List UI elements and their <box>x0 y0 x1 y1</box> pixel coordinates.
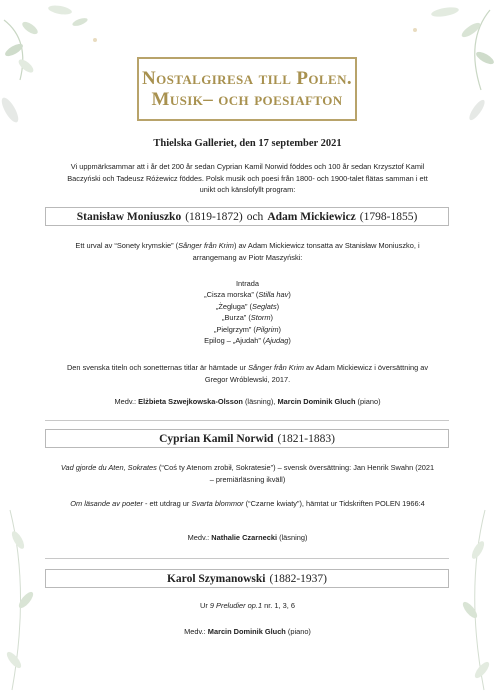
translation-note: Den svenska titeln och sonetternas titlar är hämtade ur Sånger från Krim av Adam Mickiewicz i översättning av Gregor Wróblewski, 2017. <box>66 363 429 384</box>
leaf-decoration-bottom-right <box>440 500 495 700</box>
program-item: „Cisza morska” (Stilla hav) <box>204 290 291 300</box>
program-item: „Pielgrzym” (Pilgrim) <box>214 324 281 334</box>
section-heading-norwid <box>45 429 449 448</box>
program-item: Epilog – „Ajudah” (Ajudag) <box>204 336 291 346</box>
intro-paragraph: Vi uppmärksammar att i år det 200 år sedan Cyprian Kamil Norwid föddes och 100 år sedan Krzysztof Kamil Baczyński och Tadeusz Różewicz föddes. Polsk musik och poesi från 1800- och 1900-talet flätas samman i ett unikt och känslofyllt program: <box>67 162 428 195</box>
composer-name: Karol Szymanowski <box>166 572 266 585</box>
title-line-1: Nostalgiresa till Polen. <box>141 68 353 89</box>
poet-dates: (1798-1855) <box>359 210 418 223</box>
performers-line: Medv.: Nathalie Czarnecki (läsning) <box>187 533 308 542</box>
program-item: Intrada <box>235 279 259 288</box>
divider <box>45 420 449 421</box>
performers-line: Medv.: Marcin Dominik Gluch (piano) <box>184 627 311 636</box>
leaf-decoration-top-right <box>385 0 495 140</box>
section-heading-moniuszko-mickiewicz <box>45 207 449 226</box>
composer-dates: (1819-1872) <box>185 210 243 223</box>
leaf-decoration-bottom-left <box>0 500 60 700</box>
norwid-item-2: Om läsande av poeter - ett utdrag ur Svarta blommor (“Czarne kwiaty”), hämtat ur Tidskriften POLEN 1966:4 <box>70 499 425 508</box>
performers-line: Medv.: Elżbieta Szwejkowska-Olsson (läsning), Marcin Dominik Gluch (piano) <box>114 397 381 406</box>
event-venue-date: Thielska Galleriet, den 17 september 2021 <box>153 138 342 149</box>
szymanowski-item: Ur 9 Preludier op.1 nr. 1, 3, 6 <box>200 601 295 610</box>
norwid-item-1: Vad gjorde du Aten, Sokrates (“Coś ty Atenom zrobił, Sokratesie”) – svensk översättning: Jan Henrik Swahn (2021 – premiärläsning ikväll) <box>60 463 435 484</box>
poet-dates: (1821-1883) <box>277 432 335 445</box>
program-list <box>0 278 495 346</box>
title-line-2: Musik– och poesiafton <box>151 89 343 110</box>
composer-dates: (1882-1937) <box>269 572 327 585</box>
title-box <box>137 57 357 121</box>
conjunction: och <box>246 210 264 223</box>
program-item: „Żegluga” (Seglats) <box>215 301 280 311</box>
divider <box>45 558 449 559</box>
program-item: „Burza” (Storm) <box>222 313 273 323</box>
poet-name: Cyprian Kamil Norwid <box>159 432 274 445</box>
section1-description: Ett urval av “Sonety krymskie” (Sånger från Krim) av Adam Mickiewicz tonsatta av Stanisław Moniuszko, i arrangemang av Piotr Maszyński: <box>75 241 420 262</box>
poet-name: Adam Mickiewicz <box>267 210 356 223</box>
composer-name: Stanisław Moniuszko <box>76 210 182 223</box>
leaf-decoration-top-left <box>0 0 120 140</box>
section-heading-szymanowski <box>45 569 449 588</box>
